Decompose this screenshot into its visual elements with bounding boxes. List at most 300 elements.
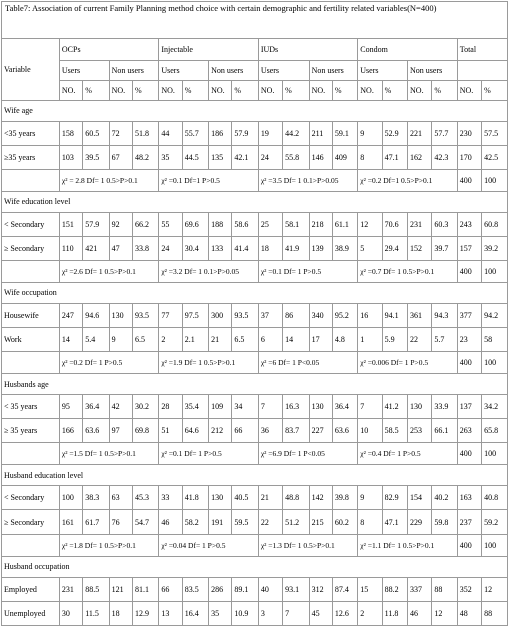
data-cell: 17 — [309, 328, 332, 352]
data-cell: 158 — [59, 121, 82, 145]
chi-square-stat: χ² =6 Df= 1 P<0.05 — [258, 352, 357, 374]
data-cell: 166 — [59, 419, 82, 443]
data-cell: 37 — [258, 303, 282, 327]
data-cell: 57.7 — [432, 121, 457, 145]
data-cell: 94.1 — [382, 303, 407, 327]
data-cell: 95.2 — [332, 303, 357, 327]
data-cell: 72 — [109, 121, 132, 145]
method-header: OCPs — [59, 38, 158, 60]
data-cell: 151 — [59, 212, 82, 236]
chi-square-stat: χ² =2.6 Df= 1 0.5>P>0.1 — [59, 260, 158, 282]
data-cell: 52.9 — [382, 121, 407, 145]
data-cell: 22 — [408, 328, 432, 352]
total-n-cell: 400 — [457, 260, 481, 282]
row-label: <35 years — [2, 121, 60, 145]
data-cell: 41.2 — [382, 395, 407, 419]
data-cell: 243 — [457, 212, 481, 236]
method-header: IUDs — [258, 38, 357, 60]
data-cell: 54.7 — [132, 510, 158, 534]
data-cell: 121 — [109, 577, 132, 601]
data-cell: 10 — [358, 419, 382, 443]
data-cell: 93.5 — [132, 303, 158, 327]
data-cell: 215 — [309, 510, 332, 534]
data-cell: 42.5 — [482, 145, 508, 169]
data-cell: 81.1 — [132, 577, 158, 601]
pct-header: % — [132, 80, 158, 100]
data-cell: 40.5 — [232, 486, 258, 510]
data-cell: 35.4 — [182, 395, 208, 419]
data-cell: 63.6 — [83, 419, 109, 443]
total-blank-header — [457, 60, 507, 80]
data-cell: 83.7 — [283, 419, 309, 443]
data-cell: 47.1 — [382, 510, 407, 534]
data-cell: 67 — [109, 145, 132, 169]
data-cell: 28 — [159, 395, 182, 419]
data-cell: 7 — [358, 395, 382, 419]
data-cell: 66 — [159, 577, 182, 601]
no-header: NO. — [309, 80, 332, 100]
total-n-cell: 400 — [457, 443, 481, 465]
data-cell: 231 — [408, 212, 432, 236]
data-cell: 109 — [209, 395, 232, 419]
row-label: ≥ Secondary — [2, 236, 60, 260]
data-cell: 42.3 — [432, 145, 457, 169]
data-cell: 93.1 — [283, 577, 309, 601]
data-cell: 59.1 — [332, 121, 357, 145]
data-cell: 11.5 — [83, 601, 109, 625]
row-label: < Secondary — [2, 486, 60, 510]
data-cell: 191 — [209, 510, 232, 534]
data-cell: 60.8 — [482, 212, 508, 236]
section-title: Wife occupation — [2, 282, 508, 303]
data-cell: 61.7 — [83, 510, 109, 534]
data-cell: 130 — [109, 303, 132, 327]
chi-square-stat: χ² =3.2 Df= 1 0.1>P>0.05 — [159, 260, 258, 282]
data-cell: 45.3 — [132, 486, 158, 510]
pct-header: % — [432, 80, 457, 100]
data-cell: 361 — [408, 303, 432, 327]
data-cell: 212 — [209, 419, 232, 443]
data-cell: 39.2 — [482, 236, 508, 260]
data-cell: 137 — [457, 395, 481, 419]
data-cell: 47 — [109, 236, 132, 260]
data-cell: 46 — [408, 601, 432, 625]
data-cell: 44 — [159, 121, 182, 145]
no-header: NO. — [209, 80, 232, 100]
chi-square-stat: χ² =1.5 Df= 1 0.5>P>0.1 — [59, 443, 158, 465]
chi-square-stat: χ² =0.2 Df=1 0.5>P>0.1 — [358, 169, 457, 191]
data-cell: 60.3 — [432, 212, 457, 236]
data-cell: 130 — [309, 395, 332, 419]
data-cell: 63.6 — [332, 419, 357, 443]
data-cell: 39.5 — [83, 145, 109, 169]
data-cell: 83.5 — [182, 577, 208, 601]
data-cell: 41.4 — [232, 236, 258, 260]
total-pct-cell: 100 — [482, 352, 508, 374]
data-cell: 44.2 — [283, 121, 309, 145]
data-cell: 87.4 — [332, 577, 357, 601]
data-cell: 58 — [482, 328, 508, 352]
data-cell: 8 — [358, 145, 382, 169]
data-cell: 130 — [209, 486, 232, 510]
data-cell: 35 — [159, 145, 182, 169]
stats-blank-cell — [2, 534, 60, 556]
chi-square-stat: χ² =1.9 Df= 1 0.5>P>0.1 — [159, 352, 258, 374]
no-header: NO. — [457, 80, 481, 100]
data-cell: 340 — [309, 303, 332, 327]
data-cell: 64.6 — [182, 419, 208, 443]
stats-blank-cell — [2, 352, 60, 374]
data-cell: 16.3 — [283, 395, 309, 419]
data-cell: 66.2 — [132, 212, 158, 236]
data-cell: 95 — [59, 395, 82, 419]
data-cell: 5 — [358, 236, 382, 260]
data-cell: 58.2 — [182, 510, 208, 534]
data-cell: 30.2 — [132, 395, 158, 419]
chi-square-stat: χ² =6.9 Df= 1 P<0.05 — [258, 443, 357, 465]
data-cell: 247 — [59, 303, 82, 327]
pct-header: % — [83, 80, 109, 100]
data-cell: 2 — [159, 328, 182, 352]
data-cell: 7 — [283, 601, 309, 625]
data-cell: 48.2 — [132, 145, 158, 169]
data-cell: 170 — [457, 145, 481, 169]
chi-square-stat: χ² =0.006 Df= 1 P>0.5 — [358, 352, 457, 374]
data-cell: 88 — [482, 601, 508, 625]
row-label: < 35 years — [2, 395, 60, 419]
stats-blank-cell — [2, 443, 60, 465]
section-title: Wife age — [2, 100, 508, 121]
data-cell: 35 — [209, 601, 232, 625]
data-cell: 5.9 — [382, 328, 407, 352]
data-cell: 97 — [109, 419, 132, 443]
data-cell: 57.5 — [482, 121, 508, 145]
data-cell: 11.8 — [382, 601, 407, 625]
method-header: Injectable — [159, 38, 258, 60]
data-cell: 33 — [159, 486, 182, 510]
data-cell: 82.9 — [382, 486, 407, 510]
data-cell: 211 — [309, 121, 332, 145]
no-header: NO. — [159, 80, 182, 100]
data-cell: 12 — [482, 577, 508, 601]
data-cell: 25 — [258, 212, 282, 236]
data-cell: 161 — [59, 510, 82, 534]
non-users-header: Non users — [109, 60, 159, 80]
data-cell: 42.1 — [232, 145, 258, 169]
data-cell: 163 — [457, 486, 481, 510]
total-pct-cell: 100 — [482, 443, 508, 465]
no-header: NO. — [358, 80, 382, 100]
data-cell: 59.5 — [232, 510, 258, 534]
data-cell: 40.2 — [432, 486, 457, 510]
data-cell: 103 — [59, 145, 82, 169]
data-cell: 377 — [457, 303, 481, 327]
data-cell: 142 — [309, 486, 332, 510]
data-cell: 23 — [457, 328, 481, 352]
data-cell: 30.4 — [182, 236, 208, 260]
data-cell: 39.8 — [332, 486, 357, 510]
data-cell: 34.2 — [482, 395, 508, 419]
data-cell: 30 — [59, 601, 82, 625]
data-cell: 88 — [432, 577, 457, 601]
data-cell: 76 — [109, 510, 132, 534]
data-cell: 16 — [358, 303, 382, 327]
data-cell: 21 — [209, 328, 232, 352]
data-cell: 5.4 — [83, 328, 109, 352]
data-cell: 218 — [309, 212, 332, 236]
data-cell: 286 — [209, 577, 232, 601]
data-cell: 152 — [408, 236, 432, 260]
data-cell: 12.9 — [132, 601, 158, 625]
data-cell: 39.7 — [432, 236, 457, 260]
data-cell: 88.5 — [83, 577, 109, 601]
row-label: < Secondary — [2, 212, 60, 236]
data-cell: 34 — [232, 395, 258, 419]
users-header: Users — [159, 60, 209, 80]
data-cell: 51 — [159, 419, 182, 443]
pct-header: % — [283, 80, 309, 100]
data-cell: 59.2 — [482, 510, 508, 534]
data-cell: 44.5 — [182, 145, 208, 169]
data-cell: 16.4 — [182, 601, 208, 625]
chi-square-stat: χ² =1.1 Df= 1 0.5>P>0.1 — [358, 534, 457, 556]
data-cell: 154 — [408, 486, 432, 510]
row-label: Work — [2, 328, 60, 352]
data-cell: 93.5 — [232, 303, 258, 327]
pct-header: % — [332, 80, 357, 100]
data-cell: 66.1 — [432, 419, 457, 443]
data-cell: 55.7 — [182, 121, 208, 145]
data-cell: 9 — [358, 121, 382, 145]
data-cell: 18 — [109, 601, 132, 625]
section-title: Wife education level — [2, 191, 508, 212]
section-title: Husbands age — [2, 374, 508, 395]
no-header: NO. — [59, 80, 82, 100]
pct-header: % — [382, 80, 407, 100]
chi-square-stat: χ² =0.1 Df=1 P>0.5 — [159, 169, 258, 191]
no-header: NO. — [258, 80, 282, 100]
section-title: Husband education level — [2, 465, 508, 486]
data-cell: 58.5 — [382, 419, 407, 443]
data-cell: 41.8 — [182, 486, 208, 510]
data-cell: 2 — [358, 601, 382, 625]
no-header: NO. — [109, 80, 132, 100]
data-cell: 157 — [457, 236, 481, 260]
data-cell: 14 — [283, 328, 309, 352]
data-cell: 135 — [209, 145, 232, 169]
row-label: Housewife — [2, 303, 60, 327]
data-cell: 227 — [309, 419, 332, 443]
data-cell: 38.3 — [83, 486, 109, 510]
data-cell: 89.1 — [232, 577, 258, 601]
data-cell: 352 — [457, 577, 481, 601]
stats-blank-cell — [2, 260, 60, 282]
data-cell: 229 — [408, 510, 432, 534]
data-cell: 40 — [258, 577, 282, 601]
data-cell: 29.4 — [382, 236, 407, 260]
total-n-cell: 400 — [457, 352, 481, 374]
chi-square-stat: χ² =1.8 Df= 1 0.5>P>0.1 — [59, 534, 158, 556]
pct-header: % — [232, 80, 258, 100]
data-cell: 36 — [258, 419, 282, 443]
data-cell: 69.6 — [182, 212, 208, 236]
data-cell: 19 — [258, 121, 282, 145]
data-cell: 6.5 — [232, 328, 258, 352]
total-header: Total — [457, 38, 507, 60]
chi-square-stat: χ² =0.7 Df= 1 0.5>P>0.1 — [358, 260, 457, 282]
data-cell: 146 — [309, 145, 332, 169]
data-cell: 24 — [258, 145, 282, 169]
data-cell: 110 — [59, 236, 82, 260]
data-cell: 421 — [83, 236, 109, 260]
data-cell: 69.8 — [132, 419, 158, 443]
data-cell: 7 — [258, 395, 282, 419]
data-cell: 57.9 — [232, 121, 258, 145]
data-cell: 94.3 — [432, 303, 457, 327]
data-cell: 86 — [283, 303, 309, 327]
data-cell: 24 — [159, 236, 182, 260]
data-cell: 60.5 — [83, 121, 109, 145]
data-cell: 5.7 — [432, 328, 457, 352]
method-header: Condom — [358, 38, 457, 60]
data-cell: 42 — [109, 395, 132, 419]
chi-square-stat: χ² =0.1 Df= 1 P>0.5 — [258, 260, 357, 282]
total-pct-cell: 100 — [482, 169, 508, 191]
data-cell: 33.8 — [132, 236, 158, 260]
data-cell: 33.9 — [432, 395, 457, 419]
data-cell: 22 — [258, 510, 282, 534]
data-cell: 6.5 — [132, 328, 158, 352]
data-cell: 139 — [309, 236, 332, 260]
data-cell: 12 — [432, 601, 457, 625]
data-cell: 51.8 — [132, 121, 158, 145]
data-cell: 36.4 — [332, 395, 357, 419]
section-title: Husband occupation — [2, 556, 508, 577]
data-cell: 100 — [59, 486, 82, 510]
row-label: Employed — [2, 577, 60, 601]
data-cell: 162 — [408, 145, 432, 169]
data-cell: 41.9 — [283, 236, 309, 260]
data-cell: 130 — [408, 395, 432, 419]
data-cell: 47.1 — [382, 145, 407, 169]
data-cell: 13 — [159, 601, 182, 625]
data-cell: 92 — [109, 212, 132, 236]
users-header: Users — [59, 60, 109, 80]
data-cell: 10.9 — [232, 601, 258, 625]
data-cell: 94.2 — [482, 303, 508, 327]
chi-square-stat: χ² =3.5 Df= 1 0.1>P>0.05 — [258, 169, 357, 191]
data-cell: 6 — [258, 328, 282, 352]
non-users-header: Non users — [408, 60, 458, 80]
data-cell: 94.6 — [83, 303, 109, 327]
data-cell: 221 — [408, 121, 432, 145]
data-cell: 409 — [332, 145, 357, 169]
stats-blank-cell — [2, 169, 60, 191]
non-users-header: Non users — [209, 60, 259, 80]
data-cell: 188 — [209, 212, 232, 236]
total-n-cell: 400 — [457, 534, 481, 556]
table-title: Table7: Association of current Family Planning method choice with certain demographic and fertility related variables(N=400) — [2, 2, 508, 39]
data-cell: 58.1 — [283, 212, 309, 236]
data-cell: 133 — [209, 236, 232, 260]
data-cell: 36.4 — [83, 395, 109, 419]
data-cell: 253 — [408, 419, 432, 443]
row-label: ≥35 years — [2, 145, 60, 169]
row-label: Unemployed — [2, 601, 60, 625]
chi-square-stat: χ² =0.2 Df= 1 P>0.5 — [59, 352, 158, 374]
data-cell: 4.8 — [332, 328, 357, 352]
pct-header: % — [482, 80, 508, 100]
data-cell: 15 — [358, 577, 382, 601]
data-cell: 48 — [457, 601, 481, 625]
variable-header: Variable — [2, 38, 60, 100]
data-cell: 48.8 — [283, 486, 309, 510]
data-cell: 21 — [258, 486, 282, 510]
data-cell: 65.8 — [482, 419, 508, 443]
data-cell: 312 — [309, 577, 332, 601]
data-cell: 3 — [258, 601, 282, 625]
data-cell: 60.2 — [332, 510, 357, 534]
data-cell: 300 — [209, 303, 232, 327]
data-cell: 9 — [109, 328, 132, 352]
data-cell: 55 — [159, 212, 182, 236]
data-cell: 59.8 — [432, 510, 457, 534]
data-cell: 61.1 — [332, 212, 357, 236]
total-n-cell: 400 — [457, 169, 481, 191]
non-users-header: Non users — [309, 60, 358, 80]
chi-square-stat: χ² =1.3 Df= 1 0.5>P>0.1 — [258, 534, 357, 556]
chi-square-stat: χ² = 2.8 Df= 1 0.5>P>0.1 — [59, 169, 158, 191]
data-cell: 66 — [232, 419, 258, 443]
data-cell: 51.2 — [283, 510, 309, 534]
chi-square-stat: χ² =0.04 Df= 1 P>0.5 — [159, 534, 258, 556]
data-cell: 40.8 — [482, 486, 508, 510]
data-cell: 45 — [309, 601, 332, 625]
data-cell: 77 — [159, 303, 182, 327]
total-pct-cell: 100 — [482, 260, 508, 282]
row-label: ≥ 35 years — [2, 419, 60, 443]
data-cell: 38.9 — [332, 236, 357, 260]
data-cell: 8 — [358, 510, 382, 534]
data-cell: 97.5 — [182, 303, 208, 327]
data-cell: 55.8 — [283, 145, 309, 169]
data-cell: 230 — [457, 121, 481, 145]
data-cell: 337 — [408, 577, 432, 601]
data-cell: 9 — [358, 486, 382, 510]
data-table — [1, 1, 508, 626]
data-cell: 14 — [59, 328, 82, 352]
data-cell: 58.6 — [232, 212, 258, 236]
data-cell: 46 — [159, 510, 182, 534]
data-cell: 2.1 — [182, 328, 208, 352]
users-header: Users — [258, 60, 309, 80]
chi-square-stat: χ² =0.1 Df= 1 P>0.5 — [159, 443, 258, 465]
data-cell: 12 — [358, 212, 382, 236]
row-label: ≥ Secondary — [2, 510, 60, 534]
data-cell: 18 — [258, 236, 282, 260]
total-pct-cell: 100 — [482, 534, 508, 556]
data-cell: 12.6 — [332, 601, 357, 625]
chi-square-stat: χ² =0.4 Df= 1 P>0.5 — [358, 443, 457, 465]
data-cell: 63 — [109, 486, 132, 510]
data-cell: 88.2 — [382, 577, 407, 601]
data-cell: 57.9 — [83, 212, 109, 236]
data-cell: 1 — [358, 328, 382, 352]
pct-header: % — [182, 80, 208, 100]
data-cell: 186 — [209, 121, 232, 145]
data-cell: 263 — [457, 419, 481, 443]
no-header: NO. — [408, 80, 432, 100]
